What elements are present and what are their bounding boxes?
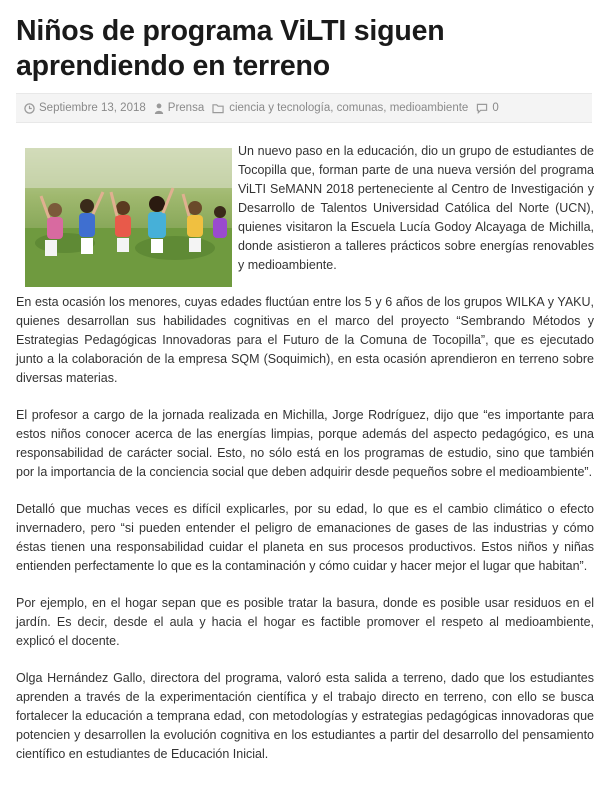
photo-spacer [16,142,238,282]
article-paragraph: Por ejemplo, en el hogar sepan que es posible tratar la basura, donde es posible usar residuos en el jardín. Es decir, desde el aula y hacia el hogar es factible promover el respeto al medioambiente, explicó el docente. [16,596,594,648]
user-icon [154,103,164,114]
meta-comments-count[interactable]: 0 [492,102,499,114]
meta-date [24,102,146,114]
category-separator: , [383,102,390,114]
article-body [16,142,594,782]
comment-icon [476,103,488,114]
folder-icon [212,103,225,114]
article-paragraph: Olga Hernández Gallo, directora del programa, valoró esta salida a terreno, dado que los estudiantes aprenden a través de la experimentación científica y el trabajo directo en terreno, con ello se busca fortalecer la educación a temprana edad, con metodologías y estrategias pedagógicas innovadoras que potencien y desarrollen la evolución cognitiva en los estudiantes a partir del desarrollo del pensamiento científico en estudiantes de Educación Inicial. [16,671,594,761]
category-link-medioambiente[interactable]: medioambiente [389,102,469,114]
article-title: Niños de programa ViLTI siguen aprendiendo en terreno [16,15,445,82]
category-separator: , [330,102,337,114]
article-meta-bar [16,93,592,123]
article-paragraph: Un nuevo paso en la educación, dio un grupo de estudiantes de Tocopilla que, forman parte de una nueva versión del programa ViLTI SeMANN 2018 perteneciente al Centro de Investigación y Desarrollo de Talentos Universidad Católica del Norte (UCN), quienes visitaron la Escuela Lucía Godoy Alcayaga de Michilla, donde asistieron a talleres prácticos sobre energías renovables y medioambiente. [238,144,594,272]
meta-categories [212,102,468,114]
meta-author[interactable] [154,102,204,114]
article-paragraph: El profesor a cargo de la jornada realizada en Michilla, Jorge Rodríguez, dijo que “es importante para estos niños conocer acerca de las energías limpias, porque además del aspecto pedagógico, es una responsabilidad de carácter social. Esto, no sólo está en los programas de estudio, sino que también por la importancia de la conciencia social que deben adquirir desde pequeños sobre el medioambiente”. [16,408,594,479]
meta-comments[interactable] [476,102,498,114]
clock-icon [24,103,35,114]
article-paragraph: Detalló que muchas veces es difícil explicarles, por su edad, lo que es el cambio climático o efecto invernadero, pero “si pueden entender el peligro de emanaciones de gases de las industrias y cómo éstas tienen una responsabilidad cuidar el planeta en sus procesos productivos. Estos niños y niñas entienden perfectamente lo que es la contaminación y cómo cuidar y hacer mejor el lugar que habitan”. [16,502,594,573]
article-paragraph: En esta ocasión los menores, cuyas edades fluctúan entre los 5 y 6 años de los grupos WILKA y YAKU, quienes desarrollan sus habilidades cognitivas en el marco del proyecto “Sembrando Métodos y Estrategias Pedagógicas Innovadoras para el Futuro de la Comuna de Tocopilla”, que es ejecutado junto a la colaboración de la empresa SQM (Soquimich), en esta ocasión aprendieron en terreno sobre diversas materias. [16,295,594,385]
category-link-comunas[interactable]: comunas [336,102,384,114]
category-link-ciencia[interactable]: ciencia y tecnología [229,102,331,114]
meta-date-text: Septiembre 13, 2018 [39,102,146,114]
meta-author-link[interactable]: Prensa [167,102,205,114]
